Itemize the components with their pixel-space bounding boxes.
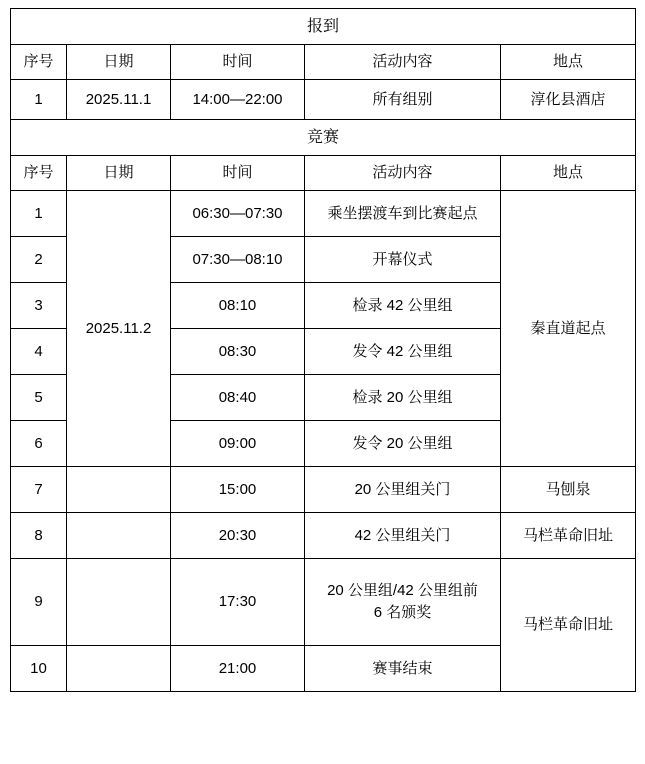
header-content: 活动内容 bbox=[305, 156, 501, 191]
cell-no: 4 bbox=[11, 328, 67, 374]
cell-content: 发令 20 公里组 bbox=[305, 420, 501, 466]
cell-date-merged: 2025.11.2 bbox=[67, 190, 171, 466]
header-no: 序号 bbox=[11, 45, 67, 80]
table-row bbox=[11, 190, 636, 236]
section-title-row-competition bbox=[11, 119, 636, 155]
header-row-registration bbox=[11, 45, 636, 80]
cell-time: 08:10 bbox=[171, 282, 305, 328]
header-date: 日期 bbox=[67, 45, 171, 80]
cell-time: 21:00 bbox=[171, 645, 305, 691]
cell-no: 1 bbox=[11, 79, 67, 119]
cell-no: 10 bbox=[11, 645, 67, 691]
cell-place-merged: 秦直道起点 bbox=[501, 190, 636, 466]
cell-no: 8 bbox=[11, 512, 67, 558]
cell-content: 赛事结束 bbox=[305, 645, 501, 691]
cell-content: 检录 20 公里组 bbox=[305, 374, 501, 420]
header-place: 地点 bbox=[501, 156, 636, 191]
section-title-row-registration bbox=[11, 9, 636, 45]
cell-time: 09:00 bbox=[171, 420, 305, 466]
cell-time: 08:40 bbox=[171, 374, 305, 420]
header-no: 序号 bbox=[11, 156, 67, 191]
cell-time: 20:30 bbox=[171, 512, 305, 558]
header-time: 时间 bbox=[171, 156, 305, 191]
cell-date: 2025.11.1 bbox=[67, 79, 171, 119]
header-place: 地点 bbox=[501, 45, 636, 80]
table-row bbox=[11, 558, 636, 645]
cell-no: 6 bbox=[11, 420, 67, 466]
cell-content: 20 公里组关门 bbox=[305, 466, 501, 512]
cell-date-empty bbox=[67, 558, 171, 645]
cell-time: 07:30—08:10 bbox=[171, 236, 305, 282]
cell-time: 08:30 bbox=[171, 328, 305, 374]
cell-content: 发令 42 公里组 bbox=[305, 328, 501, 374]
cell-place-merged: 马栏革命旧址 bbox=[501, 558, 636, 691]
schedule-table bbox=[10, 8, 636, 692]
cell-content: 42 公里组关门 bbox=[305, 512, 501, 558]
cell-content: 检录 42 公里组 bbox=[305, 282, 501, 328]
cell-content: 所有组别 bbox=[305, 79, 501, 119]
cell-place: 淳化县酒店 bbox=[501, 79, 636, 119]
cell-content: 乘坐摆渡车到比赛起点 bbox=[305, 190, 501, 236]
table-row bbox=[11, 79, 636, 119]
table-row bbox=[11, 512, 636, 558]
cell-time: 06:30—07:30 bbox=[171, 190, 305, 236]
header-content: 活动内容 bbox=[305, 45, 501, 80]
cell-place: 马刨泉 bbox=[501, 466, 636, 512]
section-title-competition: 竞赛 bbox=[11, 119, 636, 155]
table-row bbox=[11, 466, 636, 512]
cell-time: 15:00 bbox=[171, 466, 305, 512]
cell-no: 7 bbox=[11, 466, 67, 512]
cell-no: 3 bbox=[11, 282, 67, 328]
cell-date-empty bbox=[67, 512, 171, 558]
cell-no: 1 bbox=[11, 190, 67, 236]
cell-content: 开幕仪式 bbox=[305, 236, 501, 282]
cell-date-empty bbox=[67, 466, 171, 512]
cell-no: 2 bbox=[11, 236, 67, 282]
header-row-competition bbox=[11, 156, 636, 191]
section-title-registration: 报到 bbox=[11, 9, 636, 45]
cell-date-empty bbox=[67, 645, 171, 691]
cell-time: 14:00—22:00 bbox=[171, 79, 305, 119]
cell-no: 9 bbox=[11, 558, 67, 645]
cell-content: 20 公里组/42 公里组前 6 名颁奖 bbox=[305, 558, 501, 645]
cell-no: 5 bbox=[11, 374, 67, 420]
cell-time: 17:30 bbox=[171, 558, 305, 645]
cell-place: 马栏革命旧址 bbox=[501, 512, 636, 558]
header-date: 日期 bbox=[67, 156, 171, 191]
header-time: 时间 bbox=[171, 45, 305, 80]
